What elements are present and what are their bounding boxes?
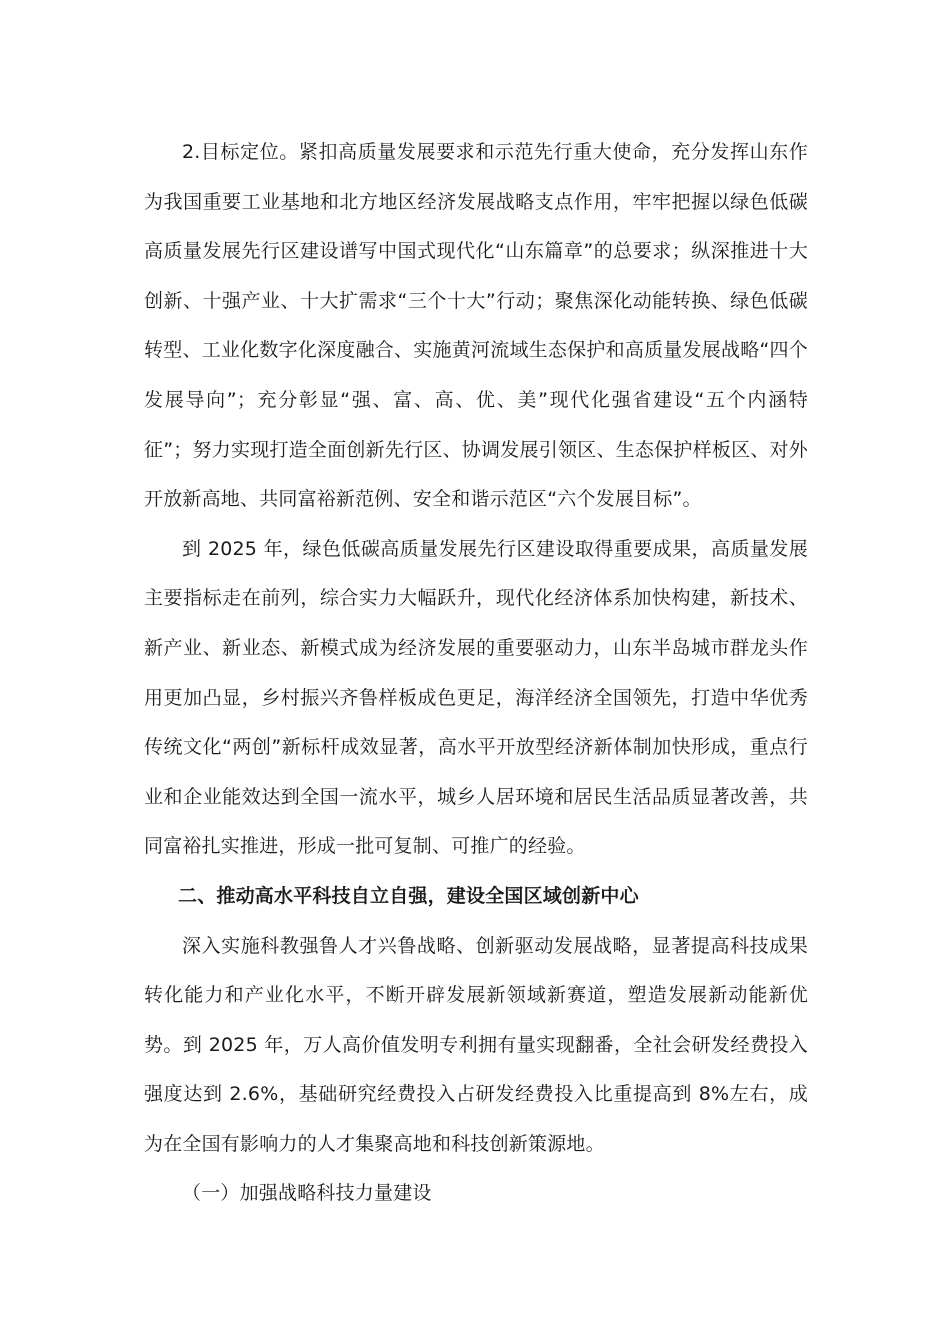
subsection-heading: （一）加强战略科技力量建设 bbox=[182, 1182, 432, 1205]
document-body bbox=[144, 128, 808, 1219]
section-heading: 二、推动高水平科技自立自强，建设全国区域创新中心 bbox=[178, 884, 639, 907]
paragraph-target-positioning: 2.目标定位。紧扣高质量发展要求和示范先行重大使命，充分发挥山东作为我国重要工业基地和北方地区经济发展战略支点作用，牢牢把握以绿色低碳高质量发展先行区建设谱写中国式现代化“山东篇章”的总要求；纵深推进十大创新、十强产业、十大扩需求“三个十大”行动；聚焦深化动能转换、绿色低碳转型、工业化数字化深度融合、实施黄河流域生态保护和高质量发展战略“四个发展导向”；充分彰显“强、富、高、优、美”现代化强省建设“五个内涵特征”；努力实现打造全面创新先行区、协调发展引领区、生态保护样板区、对外开放新高地、共同富裕新范例、安全和谐示范区“六个发展目标”。 bbox=[144, 141, 808, 511]
paragraph-2025-goals: 到 2025 年，绿色低碳高质量发展先行区建设取得重要成果，高质量发展主要指标走在前列，综合实力大幅跃升，现代化经济体系加快构建，新技术、新产业、新业态、新模式成为经济发展的重要驱动力，山东半岛城市群龙头作用更加凸显，乡村振兴齐鲁样板成色更足，海洋经济全国领先，打造中华优秀传统文化“两创”新标杆成效显著，高水平开放型经济新体制加快形成，重点行业和企业能效达到全国一流水平，城乡人居环境和居民生活品质显著改善，共同富裕扎实推进，形成一批可复制、可推广的经验。 bbox=[144, 537, 808, 858]
paragraph-innovation-strategy: 深入实施科教强鲁人才兴鲁战略、创新驱动发展战略，显著提高科技成果转化能力和产业化水平，不断开辟发展新领域新赛道，塑造发展新动能新优势。到 2025 年，万人高价值发明专利拥有量实现翻番，全社会研发经费投入强度达到 2.6%，基础研究经费投入占研发经费投入比重提高到 8%左右，成为在全国有影响力的人才集聚高地和科技创新策源地。 bbox=[144, 934, 808, 1155]
